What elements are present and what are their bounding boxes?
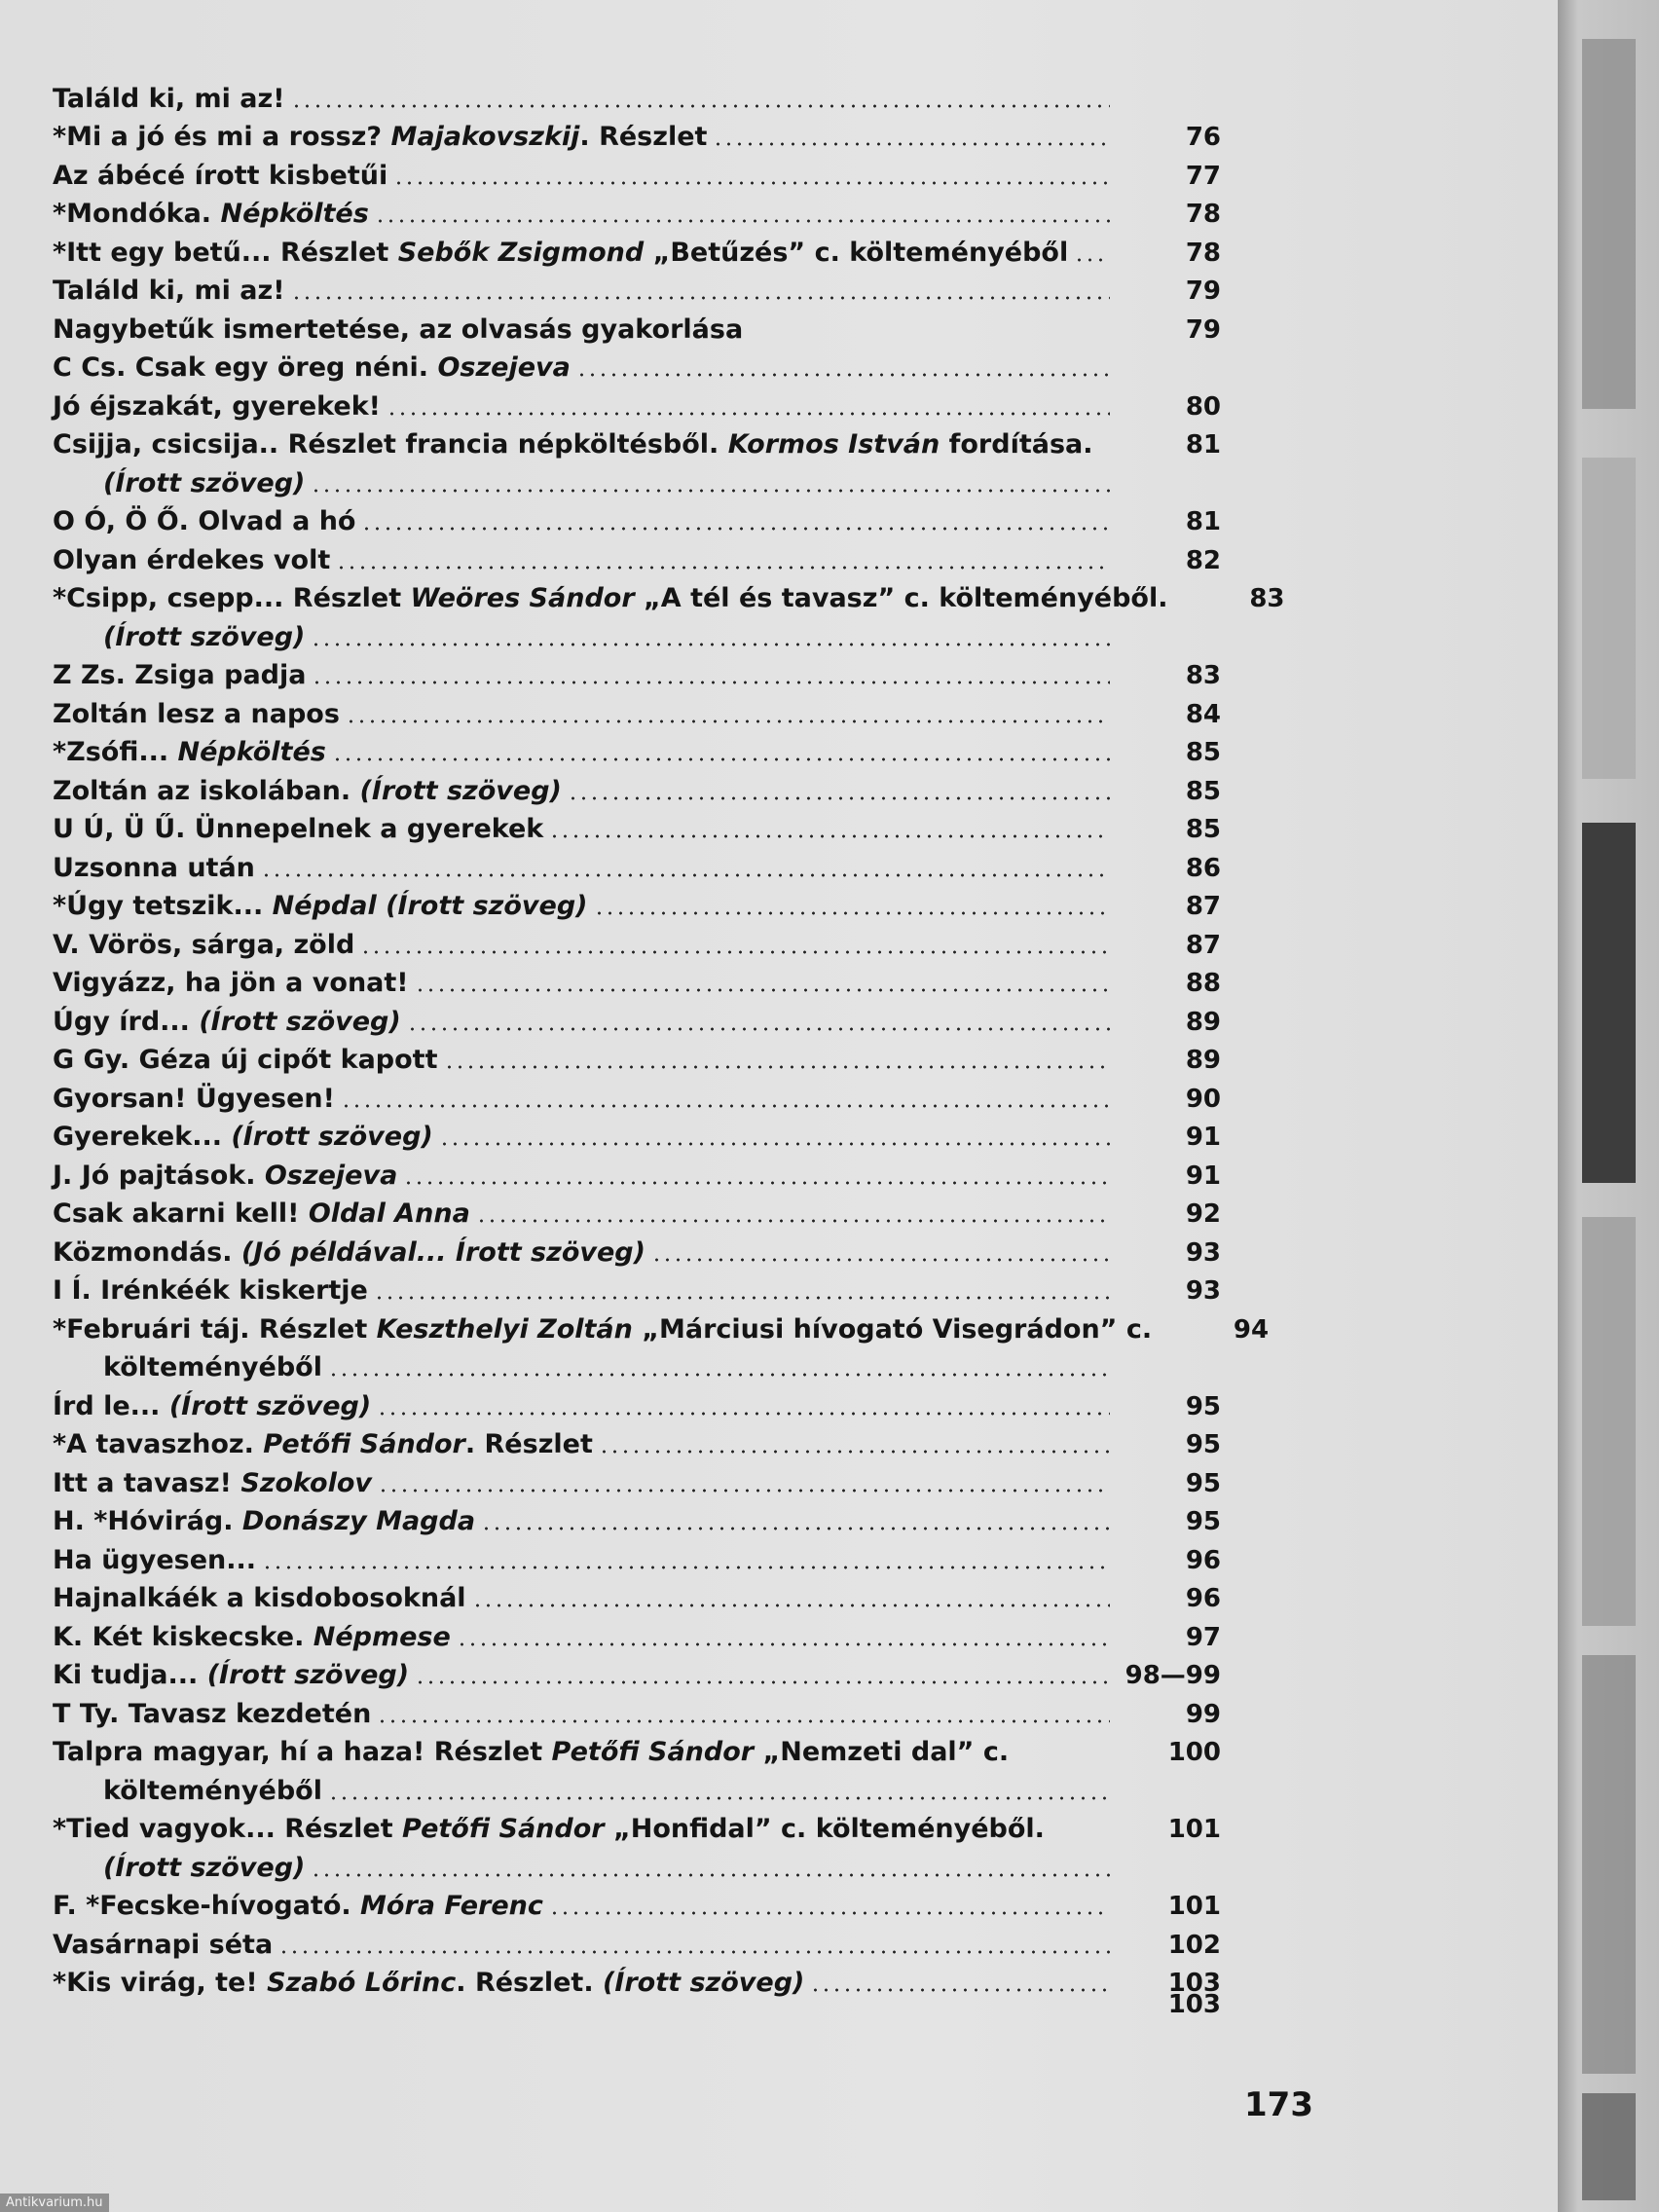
- dot-leader: [415, 987, 1110, 993]
- toc-page-number: 85: [1185, 815, 1221, 844]
- toc-row: [53, 1576, 1221, 1615]
- toc-row: [53, 1307, 1270, 1346]
- toc-entry-title: [53, 1699, 377, 1730]
- toc-row: [53, 192, 1221, 231]
- watermark: Antikvarium.hu: [0, 2194, 109, 2212]
- toc-entry-author: (Írott szöveg): [103, 621, 306, 652]
- toc-entry-text: Hajnalkáék a kisdobosoknál: [53, 1583, 466, 1613]
- toc-entry-title: [53, 622, 311, 653]
- toc-row: [53, 999, 1221, 1038]
- toc-row: [53, 1346, 1221, 1384]
- dot-leader: [444, 1064, 1111, 1070]
- toc-page-number: 95: [1185, 1468, 1221, 1498]
- dot-leader: [599, 1449, 1110, 1455]
- toc-entry-title: [53, 1084, 341, 1115]
- dot-leader: [393, 180, 1110, 186]
- toc-page-number: 93: [1185, 1237, 1221, 1268]
- spine-strip: [1582, 2093, 1636, 2200]
- toc-entry-text: „Nemzeti dal” c.: [754, 1737, 1010, 1767]
- toc-entry-title: [53, 1275, 374, 1307]
- toc-entry-text: Jó éjszakát, gyerekek!: [53, 390, 381, 422]
- toc-page-number: 101: [1167, 1892, 1221, 1921]
- toc-entry-author: (Írott szöveg): [199, 1006, 401, 1037]
- dot-leader: [328, 1372, 1110, 1378]
- toc-page-number: 87: [1185, 930, 1221, 960]
- toc-entry-title: [53, 1891, 549, 1922]
- toc-page-number: 93: [1185, 1276, 1221, 1306]
- toc-entry-text: V. Vörös, sárga, zöld: [53, 929, 355, 960]
- dot-leader: [374, 1295, 1110, 1301]
- toc-entry-text: I Í. Irénkéék kiskertje: [53, 1275, 368, 1306]
- dot-leader: [549, 1910, 1110, 1916]
- spine-strip: [1582, 823, 1636, 1183]
- toc-entry-author: Oldal Anna: [308, 1198, 470, 1229]
- toc-page-number: 88: [1185, 969, 1221, 998]
- toc-entry-text: Ha ügyesen...: [53, 1544, 257, 1575]
- toc-entry-author: Kormos István: [727, 429, 940, 460]
- toc-entry-text: *Kis virág, te!: [53, 1968, 268, 1998]
- toc-row: [53, 1730, 1221, 1769]
- toc-entry-title: [53, 161, 393, 192]
- toc-entry-text: Itt a tavasz!: [53, 1467, 241, 1498]
- toc-row: [53, 269, 1221, 308]
- toc-row: [53, 691, 1221, 730]
- toc-entry-title: [53, 1122, 439, 1153]
- dot-leader: [403, 1180, 1110, 1186]
- trailing-page-row: [53, 1981, 1221, 2020]
- toc-row: [53, 961, 1221, 1000]
- toc-entry-title: [53, 314, 749, 346]
- toc-entry-author: (Írott szöveg): [359, 775, 562, 806]
- toc-row: [53, 614, 1221, 653]
- toc-entry-text: Talpra magyar, hí a haza! Részlet: [53, 1737, 552, 1767]
- toc-entry-title: [53, 776, 568, 807]
- toc-page-number: 81: [1185, 430, 1221, 460]
- toc-entry-author: Weöres Sándor: [410, 583, 635, 613]
- toc-entry-title: [53, 699, 346, 730]
- toc-row: [53, 922, 1221, 961]
- toc-entry-text: . Részlet.: [456, 1968, 603, 1998]
- spine-strip: [1582, 458, 1636, 779]
- toc-entry-title: [53, 1468, 378, 1499]
- toc-entry-text: *A tavaszhoz.: [53, 1429, 264, 1459]
- toc-row: [53, 1192, 1221, 1231]
- toc-page-number: 83: [1249, 584, 1285, 613]
- spine-strip: [1582, 39, 1636, 409]
- toc-page-number: 89: [1185, 1046, 1221, 1075]
- toc-page-number: 80: [1185, 391, 1221, 422]
- toc-entry-text: *Tied vagyok... Részlet: [53, 1814, 403, 1844]
- toc-entry-title: [53, 1622, 457, 1653]
- dot-leader: [415, 1679, 1110, 1685]
- toc-page-number: 77: [1185, 161, 1221, 191]
- dot-leader: [361, 526, 1110, 532]
- toc-entry-text: Zoltán lesz a napos: [53, 698, 340, 729]
- dot-leader: [375, 218, 1110, 224]
- toc-entry-text: Az ábécé írott kisbetűi: [53, 160, 388, 191]
- toc-page-number: 95: [1185, 1430, 1221, 1459]
- toc-page-number: 81: [1185, 507, 1221, 536]
- toc-entry-title: [53, 122, 713, 153]
- toc-entry-text: Úgy írd...: [53, 1006, 200, 1037]
- toc-entry-text: *Mondóka.: [53, 199, 221, 229]
- toc-page-number: 98—99: [1124, 1661, 1221, 1690]
- toc-page-number: 91: [1185, 1161, 1221, 1191]
- spine-strip: [1582, 1217, 1636, 1626]
- toc-entry-text: Zoltán az iskolában.: [53, 775, 360, 806]
- dot-leader: [576, 372, 1110, 378]
- toc-entry-author: (Írott szöveg): [602, 1968, 805, 1998]
- dot-leader: [476, 1218, 1110, 1224]
- toc-entry-author: Oszejeva: [264, 1160, 398, 1191]
- dot-leader: [312, 680, 1110, 685]
- toc-entry-title: [53, 1391, 377, 1422]
- dot-leader: [278, 1949, 1110, 1955]
- toc-entry-text: Találd ki, mi az!: [53, 276, 285, 306]
- toc-entry-author: (Jó példával... Írott szöveg): [240, 1236, 645, 1268]
- toc-entry-author: Majakovszkij: [390, 122, 580, 152]
- dot-leader: [378, 1488, 1110, 1493]
- trailing-page-number: 103: [1167, 1989, 1221, 2019]
- toc-page-number: 78: [1185, 200, 1221, 229]
- toc-entry-title: [53, 891, 594, 922]
- dot-leader: [332, 756, 1110, 762]
- toc-entry-text: Vasárnapi séta: [53, 1929, 274, 1960]
- toc-row: [53, 1422, 1221, 1461]
- toc-entry-author: Donászy Magda: [241, 1506, 476, 1536]
- toc-row: [53, 1614, 1221, 1653]
- toc-row: [53, 1653, 1221, 1692]
- toc-row: [53, 653, 1221, 692]
- toc-entry-title: [53, 506, 361, 537]
- toc-entry-author: Népmese: [313, 1621, 451, 1652]
- toc-entry-text: „Márciusi hívogató Visegrádon” c.: [632, 1313, 1153, 1345]
- dot-leader: [261, 872, 1110, 878]
- toc-row: [53, 730, 1221, 769]
- toc-page-number: 79: [1185, 314, 1221, 345]
- toc-page-number: 96: [1185, 1545, 1221, 1575]
- dot-leader: [549, 833, 1110, 839]
- dot-leader: [311, 488, 1110, 494]
- toc-row: [53, 76, 1221, 115]
- toc-page-number: 91: [1185, 1123, 1221, 1152]
- toc-entry-author: Keszthelyi Zoltán: [376, 1313, 633, 1345]
- toc-entry-title: [53, 853, 261, 884]
- toc-entry-title: [53, 1007, 407, 1038]
- toc-entry-author: Móra Ferenc: [360, 1891, 543, 1921]
- toc-row: [53, 1768, 1221, 1807]
- toc-page-number: 100: [1167, 1738, 1221, 1767]
- toc-row: [53, 1537, 1221, 1576]
- toc-entry-text: Csak akarni kell!: [53, 1198, 309, 1229]
- toc-entry-text: F. *Fecske-hívogató.: [53, 1891, 361, 1921]
- toc-page-number: 94: [1233, 1314, 1270, 1345]
- toc-page-number: 84: [1185, 699, 1221, 729]
- toc-entry-text: T Ty. Tavasz kezdetén: [53, 1698, 372, 1729]
- dot-leader: [407, 1026, 1110, 1032]
- toc-row: [53, 1845, 1221, 1884]
- toc-page-number: 89: [1185, 1007, 1221, 1037]
- toc-entry-text: *Februári táj. Részlet: [53, 1313, 377, 1345]
- toc-page-number: 101: [1167, 1815, 1221, 1844]
- toc-row: [53, 423, 1221, 461]
- toc-entry-text: Olyan érdekes volt: [53, 544, 331, 575]
- toc-entry-author: Népköltés: [220, 199, 369, 229]
- toc-page-number: 103: [1167, 1969, 1221, 1998]
- toc-entry-author: Petőfi Sándor: [551, 1737, 755, 1767]
- toc-row: [53, 153, 1221, 192]
- dot-leader: [346, 719, 1110, 724]
- toc-entry-title: [53, 1583, 472, 1614]
- toc-entry-author: Szokolov: [240, 1467, 372, 1498]
- toc-page-number: 96: [1185, 1584, 1221, 1613]
- toc-page-number: 97: [1185, 1622, 1221, 1652]
- toc-entry-text: K. Két kiskecske.: [53, 1621, 313, 1652]
- toc-entry-author: (Írott szöveg): [168, 1390, 372, 1421]
- toc-entry-title: [53, 1045, 444, 1076]
- dot-leader: [651, 1257, 1110, 1263]
- toc-entry-author: (Írott szöveg): [103, 467, 306, 498]
- toc-entry-text: C Cs. Csak egy öreg néni.: [53, 352, 438, 383]
- toc-entry-title: [53, 1198, 476, 1230]
- toc-entry-text: Közmondás.: [53, 1236, 241, 1268]
- toc-entry-title: [53, 1545, 262, 1576]
- toc-row: [53, 1115, 1221, 1154]
- dot-leader: [311, 1872, 1110, 1878]
- toc-entry-text: *Úgy tetszik...: [53, 891, 273, 921]
- toc-page-number: 76: [1185, 123, 1221, 152]
- toc-page-number: 85: [1185, 738, 1221, 767]
- toc-entry-text: „Honfidal” c. költeményéből.: [604, 1814, 1045, 1844]
- toc-row: [53, 1269, 1221, 1308]
- dot-leader: [291, 295, 1110, 301]
- toc-entry-text: H. *Hóvirág.: [53, 1506, 242, 1536]
- toc-entry-title: [53, 660, 312, 691]
- toc-row: [53, 1499, 1221, 1538]
- toc-row: [53, 384, 1221, 423]
- toc-entry-title: [53, 238, 1074, 269]
- toc-entry-text: Gyorsan! Ügyesen!: [53, 1083, 335, 1114]
- dot-leader: [387, 411, 1110, 417]
- toc-entry-text: Ki tudja...: [53, 1660, 207, 1690]
- toc-entry-text: . Részlet: [464, 1429, 593, 1459]
- toc-entry-text: O Ó, Ö Ő. Olvad a hó: [53, 506, 356, 536]
- toc-row: [53, 346, 1221, 385]
- dot-leader: [360, 949, 1110, 955]
- dot-leader: [377, 1411, 1110, 1417]
- toc-entry-text: fordítása.: [940, 429, 1093, 460]
- toc-entry-title: [53, 583, 1174, 614]
- toc-entry-author: Petőfi Sándor: [402, 1814, 605, 1844]
- dot-leader: [336, 565, 1110, 571]
- toc-entry-author: (Írott szöveg): [103, 1852, 306, 1883]
- toc-entry-text: költeményéből: [103, 1352, 322, 1382]
- toc-entry-text: Gyerekek...: [53, 1122, 232, 1152]
- toc-page-number: 78: [1185, 238, 1221, 268]
- dot-leader: [311, 642, 1110, 647]
- toc-row: [53, 461, 1221, 499]
- toc-entry-text: Uzsonna után: [53, 852, 255, 883]
- toc-entry-title: [53, 276, 291, 307]
- toc-entry-author: Népköltés: [177, 737, 326, 767]
- toc-entry-text: G Gy. Géza új cipőt kapott: [53, 1045, 438, 1075]
- toc-row: [53, 768, 1221, 807]
- toc-entry-text: . Részlet: [579, 122, 708, 152]
- toc-entry-text: *Zsófi...: [53, 737, 178, 767]
- toc-row: [53, 1460, 1221, 1499]
- toc-entry-text: *Itt egy betű... Részlet: [53, 237, 398, 268]
- toc-entry-author: Szabó Lőrinc: [267, 1968, 457, 1998]
- table-of-contents: [53, 76, 1285, 1999]
- toc-entry-author: Sebők Zsigmond: [397, 237, 645, 268]
- toc-entry-title: [53, 1660, 415, 1691]
- toc-entry-text: Vigyázz, ha jön a vonat!: [53, 968, 409, 998]
- toc-entry-title: [53, 1314, 1158, 1346]
- toc-entry-title: [53, 1737, 1014, 1768]
- spine-strip: [1582, 1655, 1636, 2074]
- toc-row: [53, 1153, 1221, 1192]
- toc-entry-title: [53, 930, 360, 961]
- dot-leader: [568, 795, 1110, 801]
- toc-row: [53, 537, 1221, 576]
- toc-row: [53, 1038, 1221, 1077]
- toc-entry-title: [53, 1930, 278, 1961]
- dot-leader: [457, 1641, 1110, 1647]
- toc-page-number: 90: [1185, 1084, 1221, 1114]
- toc-entry-author: Petőfi Sándor: [263, 1429, 465, 1459]
- dot-leader: [713, 141, 1110, 147]
- toc-entry-title: [53, 1853, 311, 1884]
- toc-entry-title: [53, 391, 387, 423]
- page-number: 173: [1244, 2085, 1313, 2124]
- dot-leader: [1074, 257, 1110, 263]
- toc-page-number: 86: [1185, 853, 1221, 883]
- toc-entry-title: [53, 352, 576, 384]
- toc-entry-text: *Csipp, csepp... Részlet: [53, 583, 411, 613]
- toc-row: [53, 1884, 1221, 1923]
- toc-entry-text: Z Zs. Zsiga padja: [53, 660, 307, 690]
- toc-entry-title: [53, 737, 332, 768]
- toc-entry-title: [53, 468, 311, 499]
- dot-leader: [594, 910, 1111, 916]
- toc-entry-author: Népdal (Írott szöveg): [272, 891, 588, 921]
- toc-row: [53, 1807, 1221, 1846]
- toc-entry-author: (Írott szöveg): [206, 1660, 410, 1690]
- dot-leader: [377, 1718, 1110, 1724]
- toc-row: [53, 115, 1221, 154]
- toc-row: [53, 1691, 1221, 1730]
- dot-leader: [291, 103, 1110, 109]
- toc-row: [53, 1076, 1221, 1115]
- toc-page-number: 92: [1185, 1199, 1221, 1229]
- toc-entry-text: Találd ki, mi az!: [53, 83, 285, 114]
- toc-entry-title: [53, 1352, 328, 1383]
- toc-page-number: 82: [1185, 545, 1221, 575]
- dot-leader: [328, 1795, 1110, 1801]
- toc-entry-title: [53, 968, 415, 999]
- toc-page-number: 95: [1185, 1391, 1221, 1421]
- toc-entry-text: Írd le...: [53, 1390, 169, 1421]
- dot-leader: [439, 1141, 1110, 1147]
- toc-page-number: 87: [1185, 892, 1221, 921]
- dot-leader: [262, 1565, 1110, 1570]
- toc-entry-text: „Betűzés” c. költeményéből: [644, 237, 1069, 268]
- toc-entry-title: [53, 1506, 481, 1537]
- toc-row: [53, 576, 1285, 615]
- dot-leader: [472, 1603, 1110, 1608]
- toc-page-number: 95: [1185, 1507, 1221, 1536]
- toc-entry-title: [53, 814, 549, 845]
- toc-page-number: 102: [1167, 1930, 1221, 1960]
- toc-row: [53, 230, 1221, 269]
- toc-entry-title: [53, 199, 375, 230]
- toc-page-number: 83: [1185, 661, 1221, 690]
- dot-leader: [481, 1526, 1110, 1531]
- toc-entry-title: [53, 84, 291, 115]
- toc-entry-title: [53, 1237, 651, 1269]
- toc-entry-title: [53, 429, 1099, 461]
- toc-entry-author: (Írott szöveg): [231, 1122, 433, 1152]
- toc-entry-text: *Mi a jó és mi a rossz?: [53, 122, 391, 152]
- toc-entry-text: J. Jó pajtások.: [53, 1160, 265, 1191]
- toc-row: [53, 307, 1221, 346]
- toc-row: [53, 1383, 1221, 1422]
- toc-row: [53, 1230, 1221, 1269]
- toc-entry-title: [53, 1429, 599, 1460]
- toc-row: [53, 845, 1221, 884]
- toc-entry-title: [53, 1161, 403, 1192]
- toc-row: [53, 1922, 1221, 1961]
- toc-entry-text: költeményéből: [103, 1775, 322, 1806]
- toc-entry-text: U Ú, Ü Ű. Ünnepelnek a gyerekek: [53, 814, 544, 844]
- toc-entry-title: [53, 1776, 328, 1807]
- toc-entry-title: [53, 1814, 1051, 1845]
- toc-entry-text: Nagybetűk ismertetése, az olvasás gyakorlása: [53, 313, 744, 345]
- dot-leader: [341, 1103, 1110, 1109]
- toc-entry-title: [53, 545, 336, 576]
- toc-page-number: 79: [1185, 276, 1221, 306]
- toc-row: [53, 499, 1221, 538]
- toc-row: [53, 884, 1221, 923]
- toc-entry-text: Csijja, csicsija.. Részlet francia népköltésből.: [53, 429, 728, 460]
- toc-page-number: 99: [1185, 1699, 1221, 1729]
- toc-entry-author: Oszejeva: [437, 352, 571, 383]
- toc-entry-text: „A tél és tavasz” c. költeményéből.: [634, 583, 1168, 613]
- toc-row: [53, 807, 1221, 846]
- toc-page-number: 85: [1185, 776, 1221, 806]
